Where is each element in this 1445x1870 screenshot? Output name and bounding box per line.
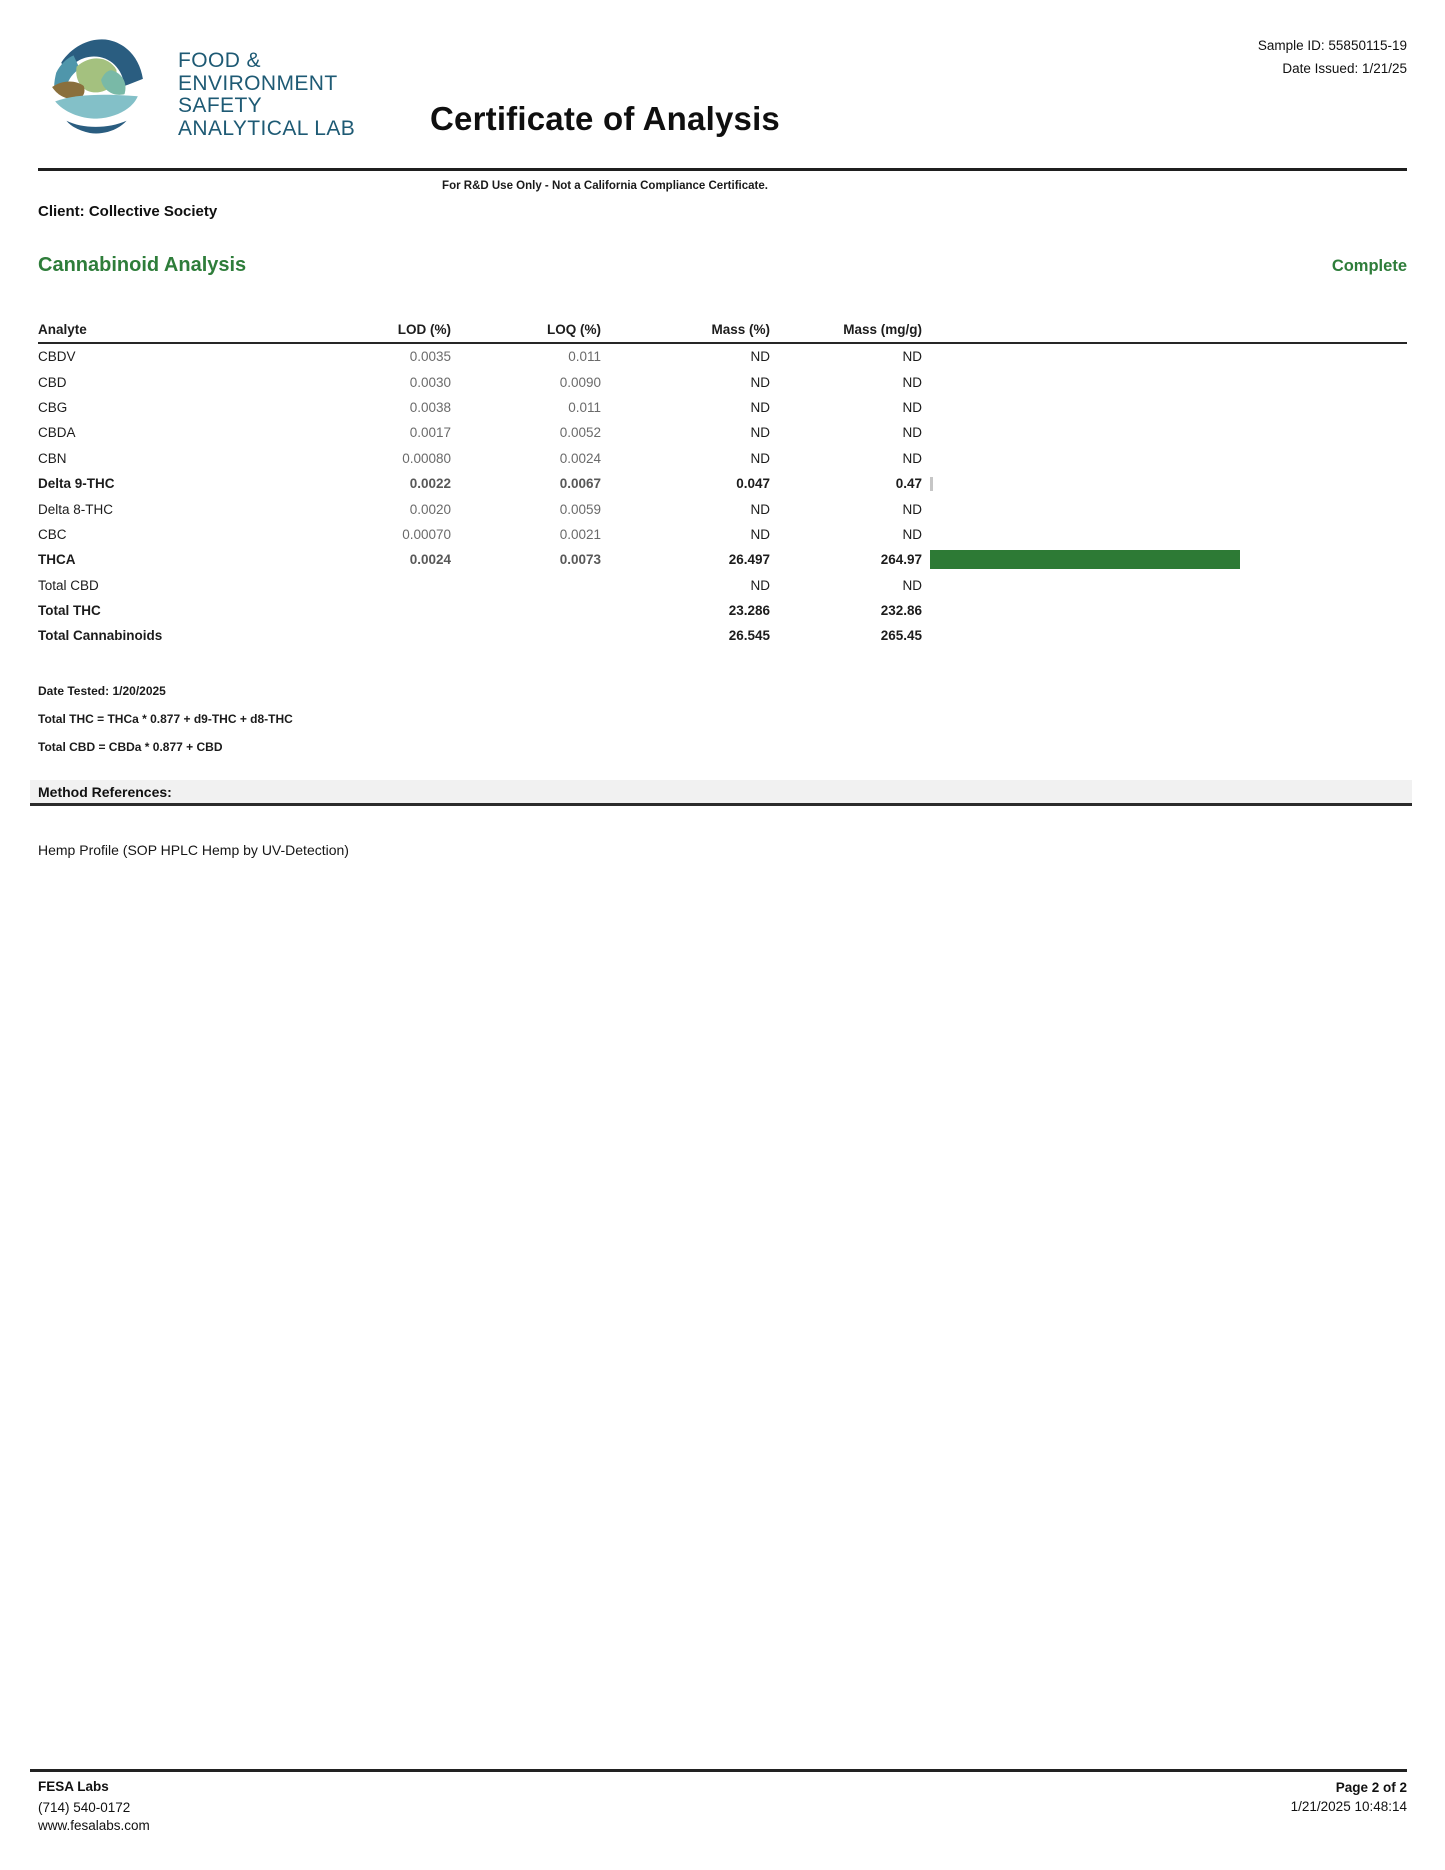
mass-mgg-value: 232.86 — [880, 603, 922, 619]
analyte-name: CBN — [38, 450, 67, 466]
table-row — [38, 623, 1407, 648]
mass-pct-value: ND — [750, 374, 770, 390]
column-header-mass: Mass (%) — [711, 321, 770, 337]
mass-mgg-value: ND — [902, 425, 922, 441]
header-divider — [38, 168, 1407, 171]
analyte-name: CBG — [38, 399, 68, 415]
loq-value: 0.0073 — [559, 552, 601, 568]
date-issued: Date Issued: 1/21/25 — [1282, 61, 1407, 76]
mass-bar-cell — [930, 598, 1407, 623]
footer-contact — [38, 1778, 150, 1835]
mass-mgg-value: ND — [902, 526, 922, 542]
lod-value: 0.0020 — [409, 501, 451, 517]
mass-bar-cell — [930, 547, 1407, 572]
analyte-name: CBC — [38, 526, 67, 542]
lab-name-line: FOOD & — [178, 49, 261, 72]
mass-pct-value: 26.545 — [728, 628, 770, 644]
analyte-name: Total CBD — [38, 577, 99, 593]
cannabinoid-table — [38, 316, 1407, 649]
mass-bar-cell — [930, 623, 1407, 648]
table-row — [38, 547, 1407, 572]
mass-bar-cell — [930, 573, 1407, 598]
print-timestamp: 1/21/2025 10:48:14 — [1290, 1799, 1407, 1814]
client-name: Client: Collective Society — [38, 203, 218, 220]
column-header-analyte: Analyte — [38, 321, 87, 337]
loq-value: 0.0021 — [559, 526, 601, 542]
document-meta — [1258, 34, 1407, 80]
mass-pct-value: 23.286 — [728, 603, 770, 619]
table-body — [38, 344, 1407, 649]
lod-value: 0.0022 — [409, 476, 451, 492]
table-header-row — [38, 316, 1407, 344]
footer-phone: (714) 540-0172 — [38, 1800, 131, 1815]
sample-id: Sample ID: 55850115-19 — [1257, 38, 1407, 53]
mass-pct-value: ND — [750, 425, 770, 441]
lod-value: 0.0024 — [409, 552, 451, 568]
lod-value: 0.0017 — [409, 425, 451, 441]
loq-value: 0.0090 — [559, 374, 601, 390]
mass-mgg-value: 0.47 — [895, 476, 922, 492]
table-row — [38, 420, 1407, 445]
table-row — [38, 471, 1407, 496]
page-number: Page 2 of 2 — [1335, 1780, 1407, 1795]
lod-value: 0.00080 — [402, 450, 451, 466]
table-row — [38, 369, 1407, 394]
mass-pct-value: 0.047 — [736, 476, 770, 492]
method-references-heading: Method References: — [38, 784, 172, 800]
mass-pct-value: ND — [750, 501, 770, 517]
mass-pct-value: ND — [750, 577, 770, 593]
mass-bar-cell — [930, 471, 1407, 496]
mass-bar — [930, 550, 1240, 569]
mass-mgg-value: ND — [902, 450, 922, 466]
mass-pct-value: ND — [750, 450, 770, 466]
title-band — [0, 100, 1210, 138]
mass-mgg-value: 265.45 — [880, 628, 922, 644]
footer-company: FESA Labs — [38, 1779, 109, 1794]
mass-bar-trace — [930, 477, 933, 491]
analyte-name: CBD — [38, 374, 67, 390]
table-row — [38, 496, 1407, 521]
mass-mgg-value: ND — [902, 399, 922, 415]
analyte-name: THCA — [38, 552, 76, 568]
mass-mgg-value: ND — [902, 349, 922, 365]
mass-mgg-value: ND — [902, 501, 922, 517]
mass-pct-value: ND — [750, 526, 770, 542]
lod-value: 0.00070 — [402, 526, 451, 542]
loq-value: 0.011 — [568, 349, 601, 365]
table-row — [38, 522, 1407, 547]
analyte-name: Total THC — [38, 603, 101, 619]
section-title: Cannabinoid Analysis — [38, 254, 247, 276]
loq-value: 0.0059 — [559, 501, 601, 517]
mass-bar-cell — [930, 446, 1407, 471]
section-header — [38, 254, 1407, 277]
table-row — [38, 598, 1407, 623]
column-header-lod: LOD (%) — [397, 321, 451, 337]
page-title: Certificate of Analysis — [430, 100, 780, 137]
method-reference-item: Hemp Profile (SOP HPLC Hemp by UV-Detection) — [38, 842, 349, 858]
mass-bar-cell — [930, 420, 1407, 445]
method-references-band — [30, 780, 1412, 806]
table-notes — [38, 684, 293, 768]
loq-value: 0.0052 — [559, 425, 601, 441]
lab-name-line: ENVIRONMENT — [178, 71, 338, 95]
mass-pct-value: 26.497 — [728, 552, 770, 568]
mass-bar-cell — [930, 395, 1407, 420]
loq-value: 0.0067 — [559, 476, 601, 492]
mass-pct-value: ND — [750, 399, 770, 415]
lab-name-line: SAFETY — [178, 94, 263, 117]
analyte-name: Total Cannabinoids — [38, 628, 163, 644]
mass-bar-cell — [930, 344, 1407, 369]
disclaimer-text: For R&D Use Only - Not a California Compliance Certificate. — [442, 180, 768, 192]
note-line: Total CBD = CBDa * 0.877 + CBD — [38, 740, 223, 754]
analyte-name: Delta 9-THC — [38, 476, 115, 492]
column-header-loq: LOQ (%) — [547, 321, 601, 337]
note-line: Total THC = THCa * 0.877 + d9-THC + d8-THC — [38, 712, 293, 726]
analyte-name: CBDA — [38, 425, 76, 441]
footer-divider — [30, 1769, 1407, 1772]
status-badge: Complete — [1331, 257, 1407, 275]
table-row — [38, 395, 1407, 420]
mass-pct-value: ND — [750, 349, 770, 365]
loq-value: 0.0024 — [559, 450, 601, 466]
analyte-name: Delta 8-THC — [38, 501, 114, 517]
table-row — [38, 573, 1407, 598]
column-header-mass-mg-g: Mass (mg/g) — [843, 321, 922, 337]
lod-value: 0.0038 — [409, 399, 451, 415]
footer-page-info — [1291, 1778, 1407, 1816]
table-row — [38, 344, 1407, 369]
footer-website: www.fesalabs.com — [38, 1818, 150, 1833]
lod-value: 0.0030 — [409, 374, 451, 390]
mass-bar-cell — [930, 522, 1407, 547]
loq-value: 0.011 — [568, 399, 601, 415]
mass-mgg-value: 264.97 — [880, 552, 922, 568]
table-row — [38, 446, 1407, 471]
mass-mgg-value: ND — [902, 577, 922, 593]
mass-bar-cell — [930, 369, 1407, 394]
mass-mgg-value: ND — [902, 374, 922, 390]
lod-value: 0.0035 — [409, 349, 451, 365]
mass-bar-cell — [930, 496, 1407, 521]
analyte-name: CBDV — [38, 349, 76, 365]
note-line: Date Tested: 1/20/2025 — [38, 684, 166, 698]
lab-name-line: ANALYTICAL LAB — [178, 116, 356, 140]
